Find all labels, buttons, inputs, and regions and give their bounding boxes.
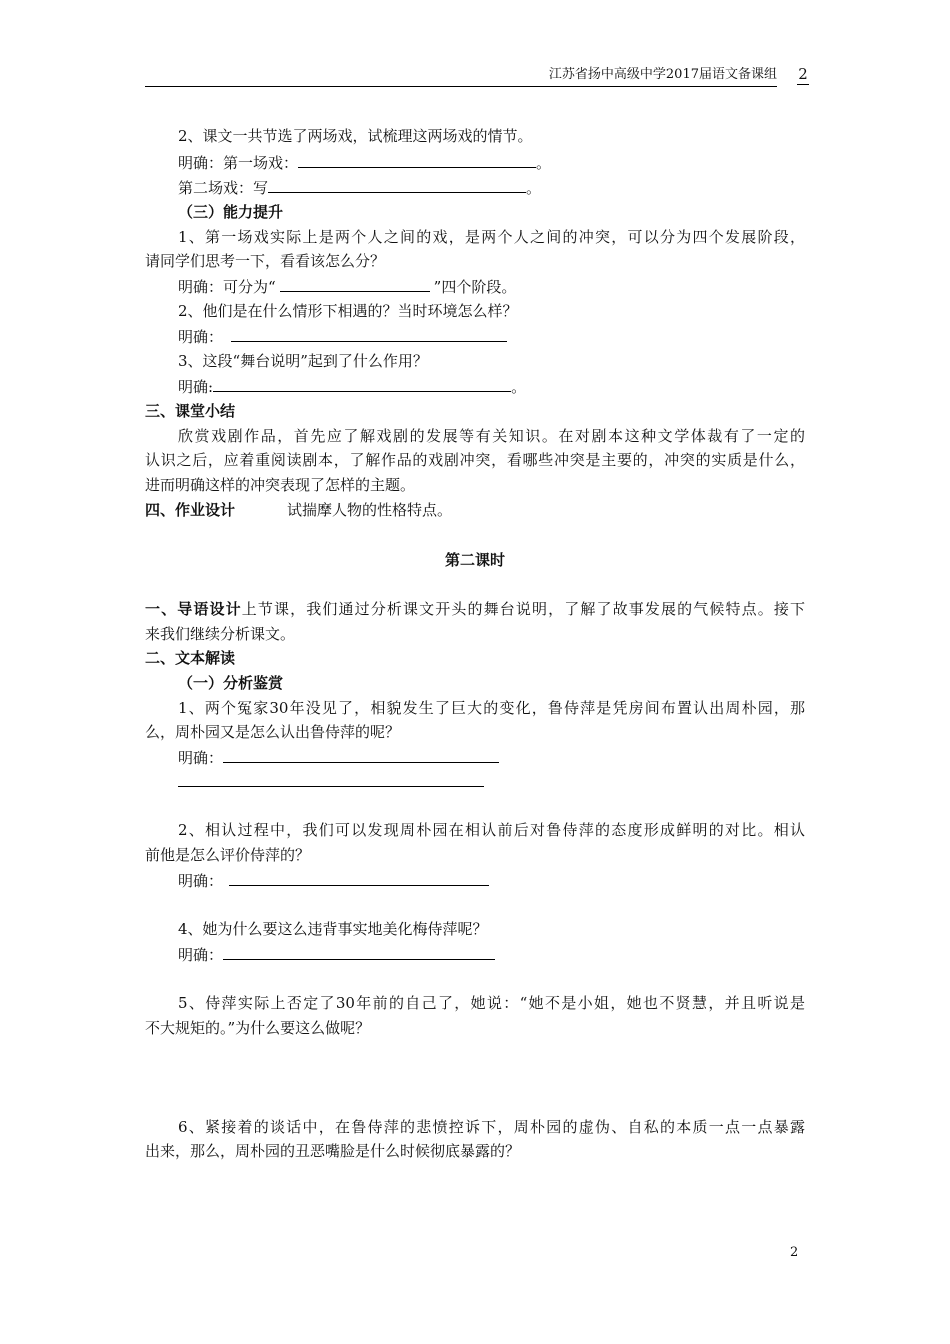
answer-label: 明确： [178, 749, 224, 767]
answer-label: 明确： [178, 872, 224, 890]
header-page-number: 2 [798, 65, 808, 83]
lesson2-question-5-line-1: 5、侍萍实际上否定了30年前的自己了，她说：“她不是小姐，她也不贤慧，并且听说是 [178, 994, 805, 1012]
lesson2-question-1-line-1: 1、两个冤家30年没见了，相貌发生了巨大的变化，鲁侍萍是凭房间布置认出周朴园，那 [178, 699, 805, 717]
answer-suffix: 。 [511, 378, 527, 396]
lesson-2-title: 第二课时 [444, 551, 505, 569]
answer-label: 明确：可分为“ [178, 278, 276, 296]
lesson2-question-4: 4、她为什么要这么违背事实地美化梅侍萍呢？ [178, 920, 488, 938]
answer-blank[interactable] [298, 150, 536, 168]
page-header-title: 江苏省扬中高级中学2017届语文备课组 [548, 67, 777, 82]
answer-suffix: ”四个阶段。 [433, 278, 517, 296]
lesson2-question-1-line-2: 么，周朴园又是怎么认出鲁侍萍的呢？ [145, 723, 401, 741]
summary-line-2: 认识之后，应着重阅读剧本，了解作品的戏剧冲突，看哪些冲突是主要的，冲突的实质是什么， [145, 451, 805, 469]
lesson2-question-6-line-2: 出来，那么，周朴园的丑恶嘴脸是什么时候彻底暴露的？ [145, 1142, 521, 1160]
text-analysis-heading: 二、文本解读 [145, 649, 236, 667]
summary-line-3: 进而明确这样的冲突表现了怎样的主题。 [145, 476, 416, 494]
intro-heading: 一、导语设计 [145, 600, 242, 618]
answer-blank-continuation[interactable] [178, 769, 484, 787]
answer-label: 明确: [178, 378, 214, 396]
answer-blank[interactable] [268, 175, 526, 193]
answer-suffix: 。 [536, 154, 552, 172]
lesson2-question-2-line-1: 2、相认过程中，我们可以发现周朴园在相认前后对鲁侍萍的态度形成鲜明的对比。相认 [178, 821, 805, 839]
header-rule [145, 86, 777, 87]
intro-text: 上节课，我们通过分析课文开头的舞台说明，了解了故事发展的气候特点。接下 [241, 600, 805, 618]
analysis-subheading: （一）分析鉴赏 [178, 674, 284, 692]
answer-2-scene-1 [178, 150, 551, 175]
footer-page-number: 2 [790, 1245, 799, 1260]
answer-label: 明确：第一场戏： [178, 154, 299, 172]
ability-answer-1 [178, 274, 516, 299]
lesson2-answer-4 [178, 942, 495, 967]
homework-line [145, 498, 452, 522]
ability-answer-2 [178, 324, 507, 349]
homework-text: 试揣摩人物的性格特点。 [287, 501, 453, 519]
summary-line-1: 欣赏戏剧作品，首先应了解戏剧的发展等有关知识。在对剧本这种文学体裁有了一定的 [178, 427, 805, 445]
lesson2-question-6-line-1: 6、紧接着的谈话中，在鲁侍萍的悲愤控诉下，周朴园的虚伪、自私的本质一点一点暴露 [178, 1118, 805, 1136]
answer-label: 第二场戏：写 [178, 179, 269, 197]
answer-suffix: 。 [526, 179, 542, 197]
answer-2-scene-2 [178, 175, 541, 200]
homework-heading: 四、作业设计 [145, 501, 236, 519]
ability-question-2: 2、他们是在什么情形下相遇的？当时环境怎么样？ [178, 302, 518, 320]
intro-line-1 [145, 597, 805, 621]
summary-heading: 三、课堂小结 [145, 402, 236, 420]
answer-label: 明确： [178, 328, 224, 346]
section-ability-heading: （三）能力提升 [178, 203, 284, 221]
question-2: 2、课文一共节选了两场戏，试梳理这两场戏的情节。 [178, 127, 533, 145]
lesson2-answer-2 [178, 868, 489, 893]
ability-question-3: 3、这段“舞台说明”起到了什么作用？ [178, 352, 428, 370]
lesson2-answer-1 [178, 745, 499, 770]
answer-blank[interactable] [231, 324, 507, 342]
answer-blank[interactable] [229, 868, 489, 886]
ability-question-1-line-2: 请同学们思考一下，看看该怎么分？ [145, 252, 386, 270]
answer-blank[interactable] [280, 274, 430, 292]
ability-question-1-line-1: 1、第一场戏实际上是两个人之间的戏，是两个人之间的冲突，可以分为四个发展阶段， [178, 228, 805, 246]
answer-blank[interactable] [223, 745, 499, 763]
intro-line-2: 来我们继续分析课文。 [145, 625, 296, 643]
lesson2-question-5-line-2: 不大规矩的。”为什么要这么做呢？ [145, 1019, 371, 1037]
answer-label: 明确： [178, 946, 224, 964]
lesson2-question-2-line-2: 前他是怎么评价侍萍的？ [145, 846, 311, 864]
ability-answer-3 [178, 374, 526, 399]
answer-blank[interactable] [213, 374, 511, 392]
answer-blank[interactable] [223, 942, 495, 960]
